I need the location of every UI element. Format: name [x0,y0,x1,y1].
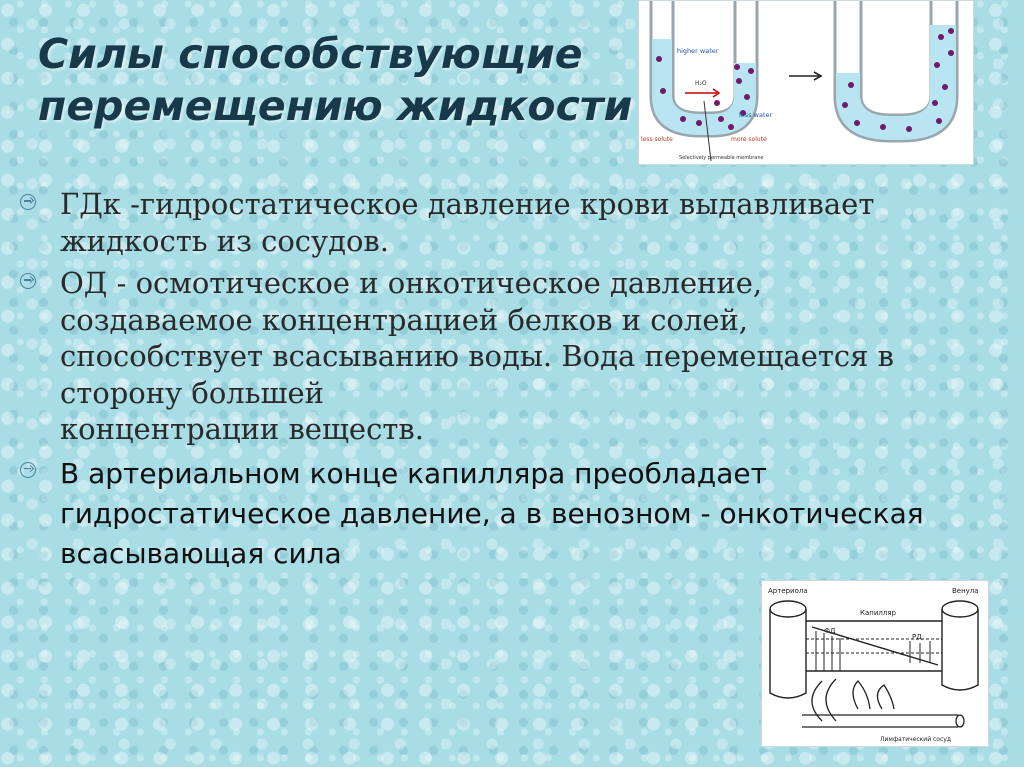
label-membrane: Selectively permeable membrane [679,155,764,161]
osmosis-svg [639,1,973,164]
bullet-item-hydrostatic [20,186,970,259]
label-h2o: H₂O [695,80,707,87]
bullet-item-osmotic [20,265,970,448]
label-capillary: Капилляр [860,609,896,617]
capillary-diagram [761,580,989,747]
label-less-water: less water [739,111,773,119]
bullet-text-part1: ОД - осмотическое и онкотическое давление, создаваемое концентрацией белков и солей, способствует всасыванию воды. Вода перемещается в сторону большей [60,266,894,410]
slide-title: Силы способствующие перемещению жидкости [38,30,633,130]
bullet-text: ГДк -гидростатическое давление крови выдавливает жидкость из сосудов. [60,187,875,258]
bullet-arrow-icon [20,194,36,210]
bullet-text [60,265,960,448]
bullet-item-capillary [20,454,970,574]
osmosis-diagram [638,0,974,165]
bullet-arrow-icon [20,462,36,478]
bullet-arrow-icon [20,273,36,289]
label-venule: Венула [952,587,979,595]
label-higher-water: higher water [677,47,719,55]
label-fd: ФД [824,627,836,635]
label-less-solute: less solute [641,136,673,143]
label-rd: РД [912,633,922,641]
label-arteriole: Артериола [768,587,808,595]
label-lymph: Лимфатический сосуд [880,736,951,743]
bullet-text: В артериальном конце капилляра преобладает гидростатическое давление, а в венозном - онкотическая всасывающая сила [60,456,924,570]
label-more-solute: more solute [731,136,767,143]
bullet-list [20,186,970,580]
bullet-text-part2: концентрации веществ. [60,412,424,446]
capillary-svg [762,581,988,746]
